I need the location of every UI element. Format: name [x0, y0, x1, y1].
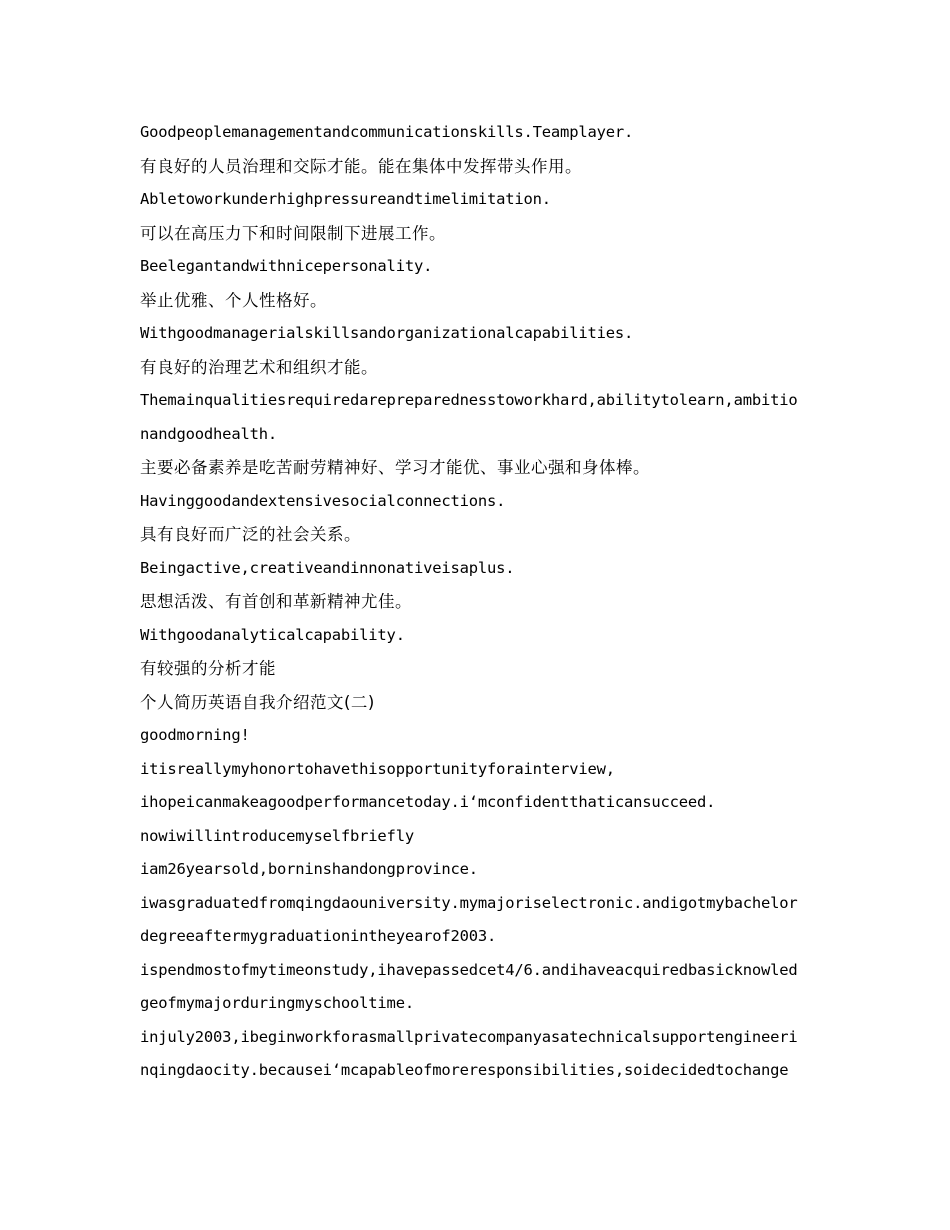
text-line: Beelegantandwithnicepersonality.	[140, 257, 433, 275]
text-line: Withgoodmanagerialskillsandorganizationalcapabilities.	[140, 324, 634, 342]
text-line: geofmymajorduringmyschooltime.	[140, 994, 414, 1012]
text-line: itisreallymyhonortohavethisopportunityforainterview,	[140, 759, 615, 778]
text-line: 主要必备素养是吃苦耐劳精神好、学习才能优、事业心强和身体棒。	[140, 458, 650, 477]
text-line: Themainqualitiesrequiredarepreparednesstoworkhard,abilitytolearn,ambitio	[140, 391, 798, 409]
text-line: 举止优雅、个人性格好。	[140, 290, 327, 310]
text-line: Beingactive,creativeandinnonativeisaplus.	[140, 558, 515, 577]
text-line: iam26yearsold,borninshandongprovince.	[140, 860, 478, 878]
text-line: degreeaftermygraduationintheyearof2003.	[140, 927, 497, 945]
text-line: injuly2003,ibeginworkforasmallprivatecompanyasatechnicalsupportengineeri	[140, 1027, 798, 1046]
document-page	[140, 116, 820, 1088]
text-line: iwasgraduatedfromqingdaouniversity.mymajoriselectronic.andigotmybachelor	[140, 893, 798, 912]
text-line: nqingdaocity.becausei‘mcapableofmoreresponsibilities,soidecidedtochange	[140, 1061, 789, 1079]
text-line: 有良好的人员治理和交际才能。能在集体中发挥带头作用。	[140, 156, 582, 176]
text-line: nandgoodhealth.	[140, 424, 277, 443]
text-line: 思想活泼、有首创和革新精神尤佳。	[140, 592, 412, 611]
text-line: goodmorning!	[140, 726, 250, 744]
text-line: Abletoworkunderhighpressureandtimelimitation.	[140, 190, 551, 208]
text-line: 有良好的治理艺术和组织才能。	[140, 357, 378, 377]
text-line: Havinggoodandextensivesocialconnections.	[140, 491, 506, 510]
section-heading: 个人简历英语自我介绍范文(二)	[140, 692, 375, 712]
text-line: 有较强的分析才能	[140, 659, 276, 678]
text-line: Withgoodanalyticalcapability.	[140, 625, 405, 644]
text-line: nowiwillintroducemyselfbriefly	[140, 826, 414, 845]
text-line: 具有良好而广泛的社会关系。	[140, 525, 361, 544]
text-line: ihopeicanmakeagoodperformancetoday.i‘mconfidentthaticansucceed.	[140, 793, 716, 811]
text-line: 可以在高压力下和时间限制下进展工作。	[140, 223, 446, 243]
text-line: ispendmostofmytimeonstudy,ihavepassedcet4/6.andihaveacquiredbasicknowled	[140, 960, 798, 979]
text-line: Goodpeoplemanagementandcommunicationskills.Teamplayer.	[140, 123, 634, 141]
